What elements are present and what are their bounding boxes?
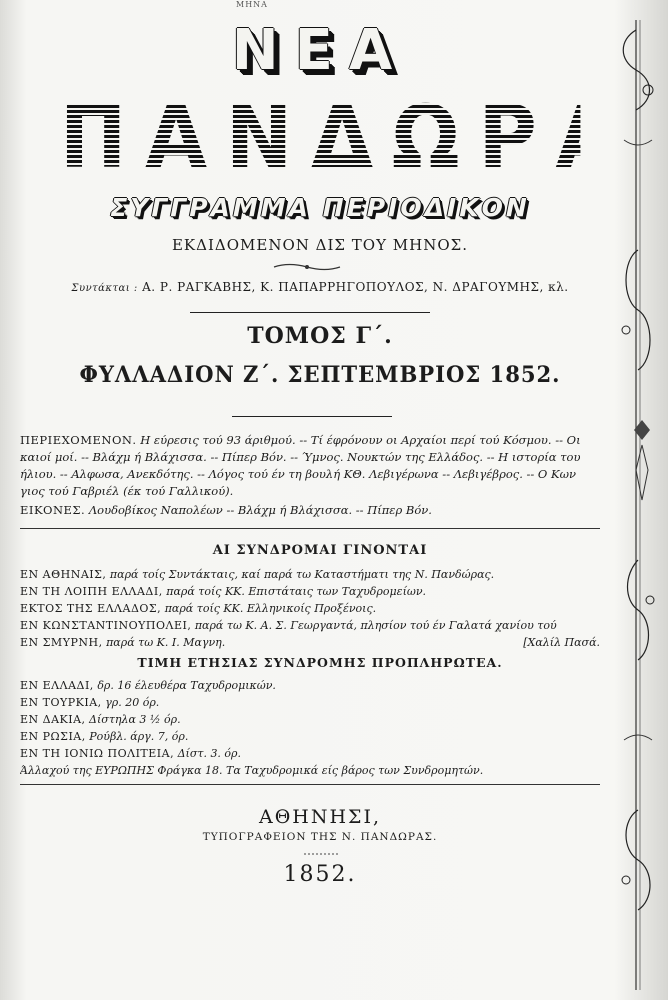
editors-names: Α. Ρ. ΡΑΓΚΑΒΗΣ, Κ. ΠΑΠΑΡΡΗΓΟΠΟΥΛΟΣ, Ν. ΔΡΑΓΟΥΜΗΣ, κλ.: [142, 280, 569, 294]
divider-bottom: [20, 784, 600, 785]
prices-title: ΤΙΜΗ ΕΤΗΣΙΑΣ ΣΥΝΔΡΟΜΗΣ ΠΡΟΠΛΗΡΩΤΕΑ.: [137, 655, 503, 670]
list-item: ΕΝ ΡΩΣΙΑ, Ρούβλ. άργ. 7, όρ.: [20, 730, 189, 743]
issue: ΦΥΛΛΑΔΙΟΝ Ζ΄. ΣΕΠΤΕΜΒΡΙΟΣ 1852.: [79, 362, 561, 388]
list-item: Άλλαχού της ΕΥΡΩΠΗΣ Φράγκα 18. Τα Ταχυδρομικά είς βάρος των Συνδρομητών.: [20, 764, 484, 777]
list-item: ΕΝ ΔΑΚΙΑ, Δίστηλα 3 ½ όρ.: [20, 713, 181, 726]
list-item: ΕΝ ΚΩΝΣΤΑΝΤΙΝΟΥΠΟΛΕΙ, παρά τω Κ. Α. Σ. Γεωργαντά, πλησίον τού έν Γαλατά χανίου τού: [20, 619, 557, 632]
list-item: ΕΝ ΤΗ ΙΟΝΙΩ ΠΟΛΙΤΕΙΑ, Δίστ. 3. όρ.: [20, 747, 242, 760]
list-item: ΕΝ ΤΟΥΡΚΙΑ, γρ. 20 όρ.: [20, 696, 160, 709]
divider-issue: [232, 416, 392, 417]
divider-contents: [20, 528, 600, 529]
subscriptions-title: ΑΙ ΣΥΝΔΡΟΜΑΙ ΓΙΝΟΝΤΑΙ: [212, 543, 428, 558]
contents-block: [20, 432, 602, 519]
top-mark: ΜΗΝΑ: [236, 0, 268, 9]
contents-text: Η εύρεσις τού 93 άριθμού. -- Τί έφρόνουν οι Αρχαίοι περί τού Κόσμου. -- Οι καιοί μοί. -- Βλάχμ ή Βλάχισσα. -- Πίπερ Βόν. -- Ύμνος. Νουκτών της Ελλάδος. -- Η ιστορία του ήλιου. -- Αλφωσα, Ανεκδότης. -- Λόγος τού έν τη βουλή ΚΘ. Λεβιγέρωνα -- Λεβιγέβρος. -- Ο Κων γιος τού Γαβριέλ (έκ τού Γαλλικού).: [20, 433, 581, 498]
list-item: ΕΝ ΑΘΗΝΑΙΣ, παρά τοίς Συντάκταις, καί παρά τω Καταστήματι της Ν. Πανδώρας.: [20, 568, 495, 581]
images-text: Λουδοβίκος Ναπολέων -- Βλάχμ ή Βλάχισσα. -- Πίπερ Βόν.: [88, 503, 432, 517]
editors-label: Συντάκται :: [71, 283, 138, 294]
ornament-small: [302, 851, 342, 857]
imprint-city: ΑΘΗΝΗΣΙ,: [258, 806, 382, 828]
frequency-line: ΕΚΔΙΔΟΜΕΝΟΝ ΔΙΣ ΤΟΥ ΜΗΝΟΣ.: [171, 236, 468, 254]
imprint-press: ΤΥΠΟΓΡΑΦΕΙΟΝ ΤΗΣ Ν. ΠΑΝΔΩΡΑΣ.: [202, 831, 438, 843]
list-item: ΕΝ ΣΜΥΡΝΗ, παρά τω Κ. Ι. Μαγνη. [Χαλίλ Πασά.: [20, 636, 600, 649]
volume: ΤΟΜΟΣ Γ΄.: [247, 323, 393, 349]
title-pandora: ΠΑΝΔΩΡΑ: [59, 88, 636, 188]
contents-label: ΠΕΡΙΕΧΟΜΕΝΟΝ.: [20, 433, 137, 447]
divider-top: [190, 312, 430, 313]
prices-list: [20, 677, 620, 779]
editors-line: [40, 280, 600, 294]
images-line: [20, 502, 602, 519]
subtitle: ΣΥΓΓΡΑΜΜΑ ΠΕΡΙΟΔΙΚΟΝ: [110, 193, 530, 222]
images-label: ΕΙΚΟΝΕΣ.: [20, 503, 86, 517]
list-item: ΕΝ ΤΗ ΛΟΙΠΗ ΕΛΛΑΔΙ, παρά τοίς ΚΚ. Επιστάταις των Ταχυδρομείων.: [20, 585, 427, 598]
title-nea: ΝΕΑ: [231, 18, 409, 83]
list-item: ΕΝ ΕΛΛΑΔΙ, δρ. 16 έλευθέρα Ταχυδρομικών.: [20, 679, 276, 692]
ornament-divider: [272, 262, 342, 272]
imprint-year: 1852.: [283, 862, 357, 887]
list-item: ΕΚΤΟΣ ΤΗΣ ΕΛΛΑΔΟΣ, παρά τοίς ΚΚ. Ελληνικοίς Προξένοις.: [20, 602, 377, 615]
subscriptions-list: [20, 566, 620, 651]
